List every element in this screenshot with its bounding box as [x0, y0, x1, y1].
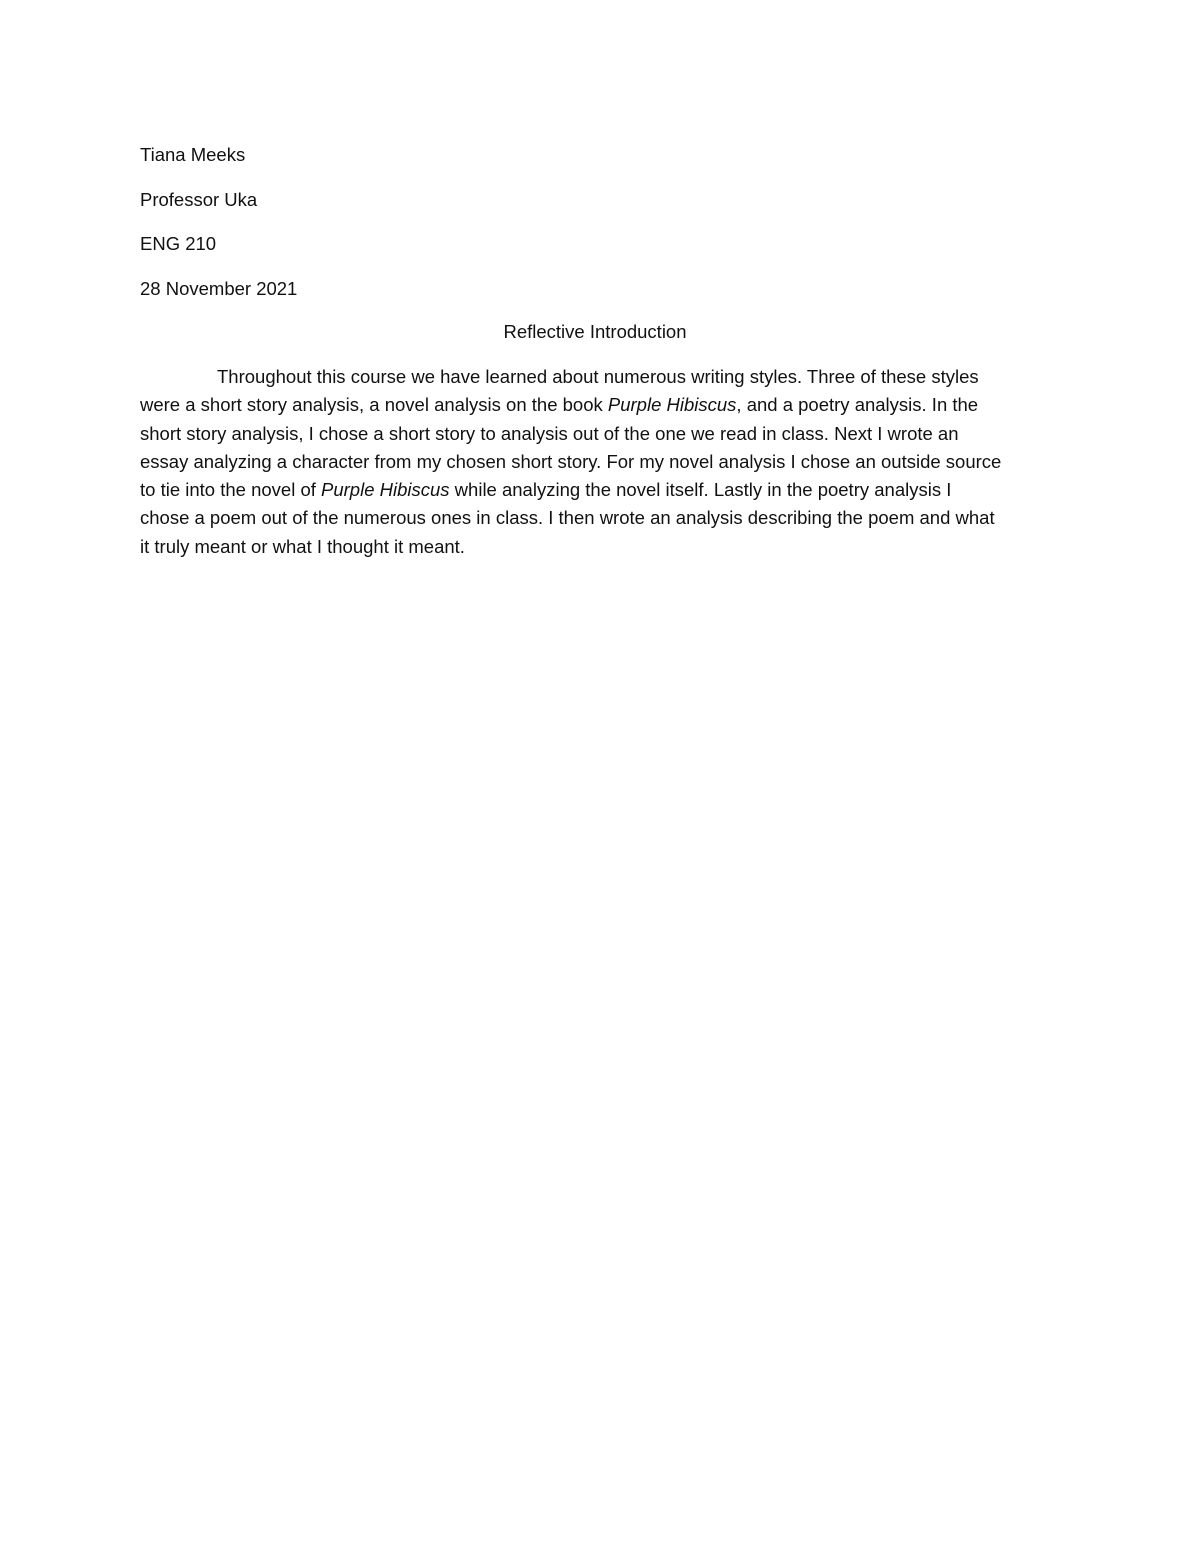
paragraph-text: short story analysis, I chose a short story to analysis out of the one we read in class. Next I wrote an [140, 422, 959, 444]
paragraph-text: it truly meant or what I thought it meant. [140, 535, 465, 557]
paragraph-text: to tie into the novel of [140, 479, 322, 501]
book-title: Purple Hibiscus [607, 394, 737, 416]
essay-paragraph [140, 363, 1060, 561]
paragraph-text: while analyzing the novel itself. Lastly in the poetry analysis I [449, 479, 952, 501]
essay-title: Reflective Introduction [503, 321, 687, 342]
paragraph-text: essay analyzing a character from my chosen short story. For my novel analysis I chose an outside source [140, 450, 1002, 472]
student-name: Tiana Meeks [140, 144, 246, 165]
paragraph-line [140, 476, 1060, 504]
paragraph-line [140, 533, 1060, 561]
paragraph-line [140, 391, 1060, 419]
paragraph-text: , and a poetry analysis. In the [736, 394, 979, 416]
professor-name: Professor Uka [140, 188, 258, 210]
mla-heading [140, 143, 1060, 321]
paragraph-line [140, 448, 1060, 476]
paragraph-text: Throughout this course we have learned about numerous writing styles. Three of these styles [217, 366, 979, 387]
book-title: Purple Hibiscus [321, 479, 450, 501]
paragraph-text: were a short story analysis, a novel analysis on the book [140, 394, 608, 416]
paragraph-line [140, 504, 1060, 532]
date-line: 28 November 2021 [140, 277, 298, 299]
paragraph-line [140, 420, 1060, 448]
paragraph-line [140, 363, 1060, 391]
paragraph-text: chose a poem out of the numerous ones in class. I then wrote an analysis describing the poem and what [140, 507, 995, 529]
course-name: ENG 210 [140, 233, 217, 254]
